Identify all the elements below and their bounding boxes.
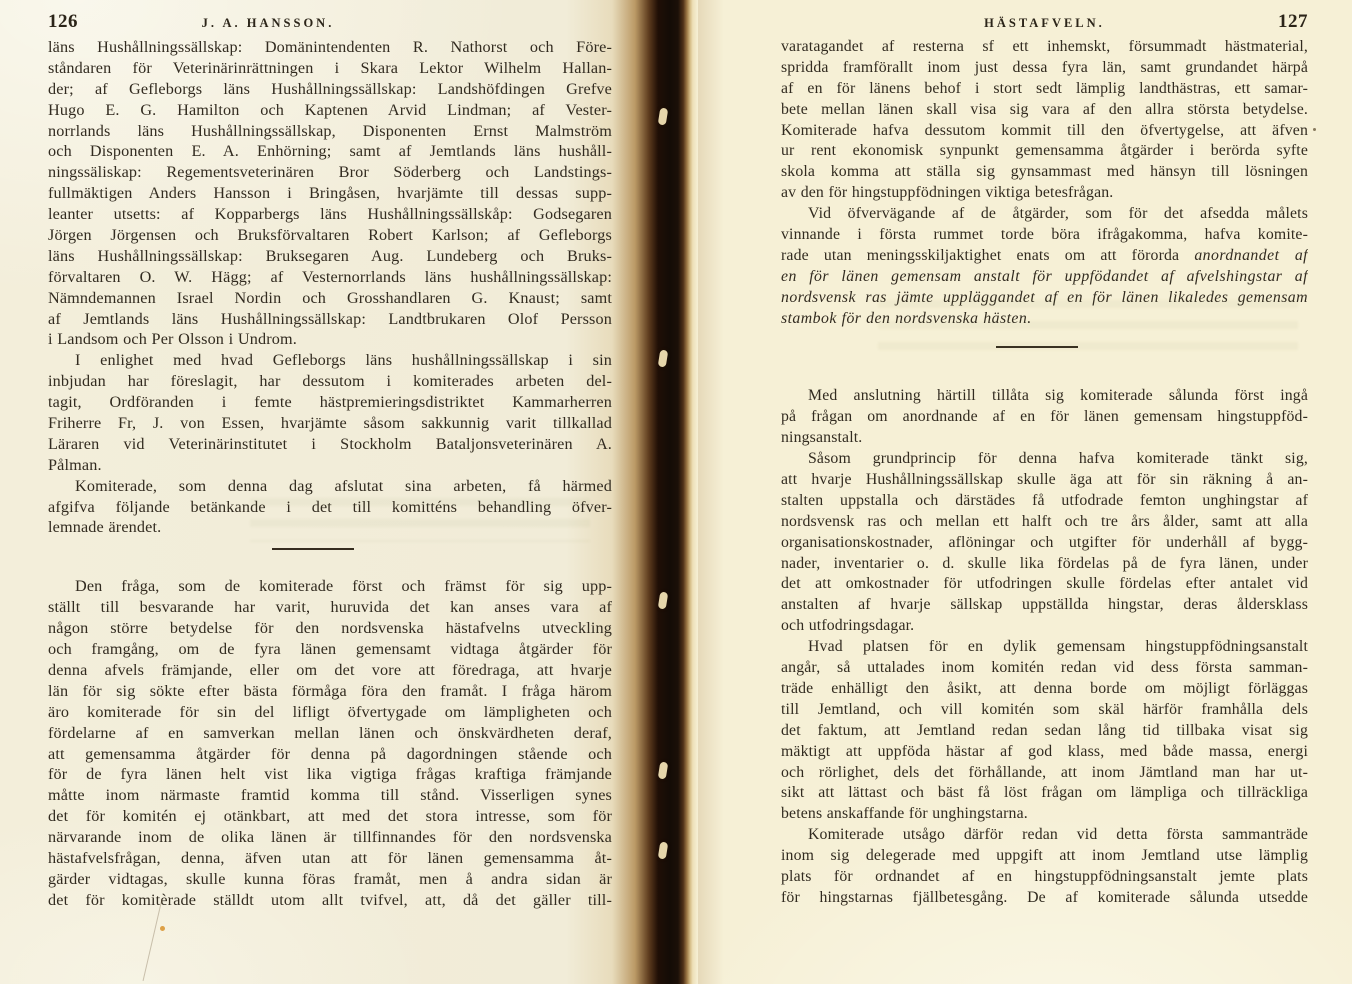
left-page [0,0,658,984]
text-line: Med anslutning härtill tillåta sig komiterade sålunda först ingå [808,387,1308,405]
left-page-text [48,37,612,911]
text-line: hästafvelsfrågan, denna, äfven utan att för länen gemensamma åt- [48,848,612,867]
text-line: Komiterade, som denna dag afslutat sina arbeten, få härmed [75,476,612,495]
text-line: Friherre Fr, J. von Essen, hvarjämte såsom sakkunnig varit tillkallad [48,414,612,433]
left-running-header: J. A. HANSSON. [201,16,335,30]
right-running-header: HÄSTAFVELN. [984,16,1105,30]
text-line: någon större betydelse för den nordsvenska hästafvelns utveckling [48,619,612,638]
text-line: fullmäktigen Anders Hansson i Bringåsen, hvarjämte till dessas supp- [48,184,612,203]
text-line: närvarande inom de olika länen är tillfinnandes för den nordsvenska [48,828,612,847]
text-line: varatagandet af resterna sf ett inhemskt, försummadt hästmaterial, [781,38,1308,55]
text-line: för de fyra länen helt vist lika vigtiga frågas kraftiga främjande [48,765,612,784]
paragraph [48,576,612,910]
text-line: att gemensamma åtgärder för denna på dagordningen stående och [48,744,612,763]
text-line: och framgång, om de fyra länen gemensamt vidtaga åtgärder för [48,640,612,659]
paragraph [48,37,612,350]
text-line: sikt att lättast och bäst få löst frågan om lämpliga och tillräckliga [781,784,1308,802]
text-line: fördelarne af en samverkan mellan länen och önskvärdheten deraf, [48,723,612,742]
text-line: plats för ordnandet af en hingstuppfödningsanstalt jemte plats [781,867,1308,885]
text-line: det för komitén ej otänkbart, att med det stora intresse, som för [48,807,612,826]
text-line: gärder vidtagas, skulle kunna föras framåt, men å andra sidan är [48,869,612,888]
paragraph [781,825,1308,909]
scan-hair-artifact [143,899,163,981]
text-line: inom sig delegerade med uppgift att inom Jemtland utse lämplig [781,847,1308,865]
text-line: ställt till besvarande har varit, huruvida det kan anses vara af [48,598,612,617]
text-line: nordsvensk ras jämte uppläggandet af en för länen likaledes gemensam [781,288,1308,306]
text-line: betens anskaffande för unghingstarna. [781,805,1028,823]
paper-speck [1313,128,1316,131]
text-line: Jörgen Jörgensen och Bruksförvaltaren Robert Karlson; af Gefleborgs [48,226,612,245]
text-line: Den fråga, som de komiterade först och främst för sig upp- [75,577,612,596]
text-line: Vid öfvervägande af de åtgärder, som för det afsedda målets [808,205,1308,223]
text-line: förvaltaren O. W. Hägg; af Vesternorrlands läns hushållningssällskap: [48,267,612,286]
text-line: ningssäliskap: Regementsveterinären Bror Söderberg och Landstings- [48,163,612,182]
text-line: att hvarje Hushållningssällskap skulle äga att för sin räkning å an- [781,471,1308,489]
text-line: läns Hushållningssällskap: Domänintendenten R. Nathorst och Före- [48,38,612,56]
text-line: Komiterade hafva dessutom kommit till den öfvertygelse, att äfven [781,121,1308,139]
text-line: leanter utsetts: af Kopparbergs läns Hushållningssällskåp: Godsegaren [48,205,612,224]
text-line: äro komiterade för sin del lifligt öfvertygade om lämpligheten och [48,702,612,721]
section-divider [272,548,354,550]
text-line: läns Hushållningssällskap: Bruksegaren Aug. Lundeberg och Bruks- [48,246,612,265]
text-line: måtte inom närmaste framtid komma till stånd. Visserligen synes [48,786,612,805]
text-line: Hugo E. G. Hamilton och Kaptenen Arvid Lindman; af Vester- [48,100,612,119]
text-line: på frågan om anordnande af en för länen gemensam hingstuppföd- [781,408,1308,426]
left-running-head [48,11,612,35]
text-line: i Landsom och Per Olsson i Undrom. [48,330,297,349]
text-line: Läraren vid Veterinärinstitutet i Stockholm Bataljonsveterinären A. [48,434,612,453]
text-line: af en för länens behof i stort sedt lämplig landthästras, ett samar- [781,79,1308,97]
paragraph [781,37,1308,204]
text-line: nordsvensk ras och mellan ett halft och tre års ålder, samt att alla [781,512,1308,530]
text-line: mäktigt att uppföda hästar af god klass, med både massa, energi [781,742,1308,760]
text-line: stambok för den nordsvenska hästen. [781,309,1032,327]
text-line: denna afvels främjande, eller om det vore att föredraga, att hvarje [48,660,612,679]
paragraph [781,386,1308,449]
text-line: och rörlighet, dels det förhållande, att inom Jämtland man har ut- [781,763,1308,781]
text-line: norrlands läns Hushållningssällskap, Disponenten Ernst Malmström [48,121,612,140]
right-page-text [781,37,1308,909]
text-line: och Disponenten E. A. Enhörning; samt af Jemtlands läns hushåll- [48,142,612,161]
text-line: det att omkostnader för utfodringen skulle fördelas efter antalet vid [781,575,1308,593]
text-line: det faktum, att Jemtland redan sedan lång tid tillbaka visat sig [781,721,1308,739]
text-line: för hingstarnas fjällbetesgång. De af komiterade sålunda utsedde [781,888,1308,906]
text-line: ståndaren för Veterinärinrättningen i Skara Lektor Wilhelm Hallan- [48,58,612,77]
text-line: Nämndemannen Israel Nordin och Grosshandlaren G. Knaust; samt [48,288,612,307]
text-line: stalten uppstalla och därstädes få utfodrade femton unghingstar af [781,491,1308,509]
text-line: I enlighet med hvad Gefleborgs läns hushållningssällskap i sin [75,351,612,370]
text-line: träde enhälligt den åsikt, att denna borde om möjligt förläggas [781,679,1308,697]
text-line: skola komma att ställa sig gynsammast med hänsyn till lösningen [781,163,1308,181]
text-line: Pålman. [48,455,102,474]
paragraph [48,350,612,475]
text-line: det för komitèrade ställdt utom allt tvifvel, att, då det gäller till- [48,890,612,909]
text-line: anstalten af hvarje sällskap uppställda hingstar, deras åldersklass [781,596,1308,614]
paragraph [781,204,1308,329]
text-line: nader, inventarier o. d. skulle lika fördelas på de fyra länen, under [781,554,1308,572]
text-line: tagit, Ordföranden i femte hästpremieringsdistriktet Kammarherren [48,393,612,412]
text-line: Komiterade utsågo därför redan vid detta första sammanträde [808,826,1308,844]
paper-speck [160,926,165,931]
text-line: afgifva följande betänkande i det till komitténs behandling öfver- [48,497,612,516]
text-line: lemnade ärendet. [48,518,162,537]
text-line: Såsom grundprincip för denna hafva komiterade tänkt sig, [808,450,1308,468]
text-line: rade utan meningsskiljaktighet enats om att förorda anordnandet af [781,246,1308,264]
text-line: af Jemtlands läns Hushållningssällskap: Landtbrukaren Olof Persson [48,309,612,328]
text-line: bete mellan länen skall visa sig vara af den allra största betydelse. [781,100,1308,118]
left-page-number: 126 [48,11,78,32]
text-line: angår, så uttalades inom komitén redan vid dess första samman- [781,659,1308,677]
book-gutter [658,0,698,984]
paragraph [781,449,1308,637]
right-page-number: 127 [1278,11,1308,32]
right-page [698,0,1352,984]
text-line: ur rent ekonomisk synpunkt gemensamma åtgärder i berörda syfte [781,142,1308,160]
text-line: och utfodringsdagar. [781,617,915,635]
paragraph [781,637,1308,825]
paragraph [48,476,612,539]
text-line: Hvad platsen för en dylik gemensam hingstuppfödningsanstalt [808,638,1308,656]
text-line: vinnande i första rummet torde böra ifrågakomma, hafva komite- [781,226,1308,244]
text-line: en för länen gemensam anstalt för uppfödandet af afvelshingstar af [781,267,1308,285]
text-line: spridda framförallt inom just dessa fyra län, samt grundandet härpå [781,58,1308,76]
text-line: län för sig sökte efter bästa förmåga föra den framåt. I fråga härom [48,681,612,700]
text-line: ningsanstalt. [781,429,863,447]
right-running-head [781,11,1308,35]
text-line: der; af Gefleborgs läns Hushållningssällskap: Landshöfdingen Grefve [48,79,612,98]
text-line: till Jemtland, och vill komitén som skäl härför framhålla dels [781,700,1308,718]
text-line: inbjudan har föreslagit, har dessutom i komiterades arbeten del- [48,372,612,391]
text-line: av den för hingstuppfödningen viktiga betesfrågan. [781,184,1114,202]
text-line: organisationskostnader, aflöningar och utgifter för underhåll af bygg- [781,533,1308,551]
section-divider [996,346,1078,348]
